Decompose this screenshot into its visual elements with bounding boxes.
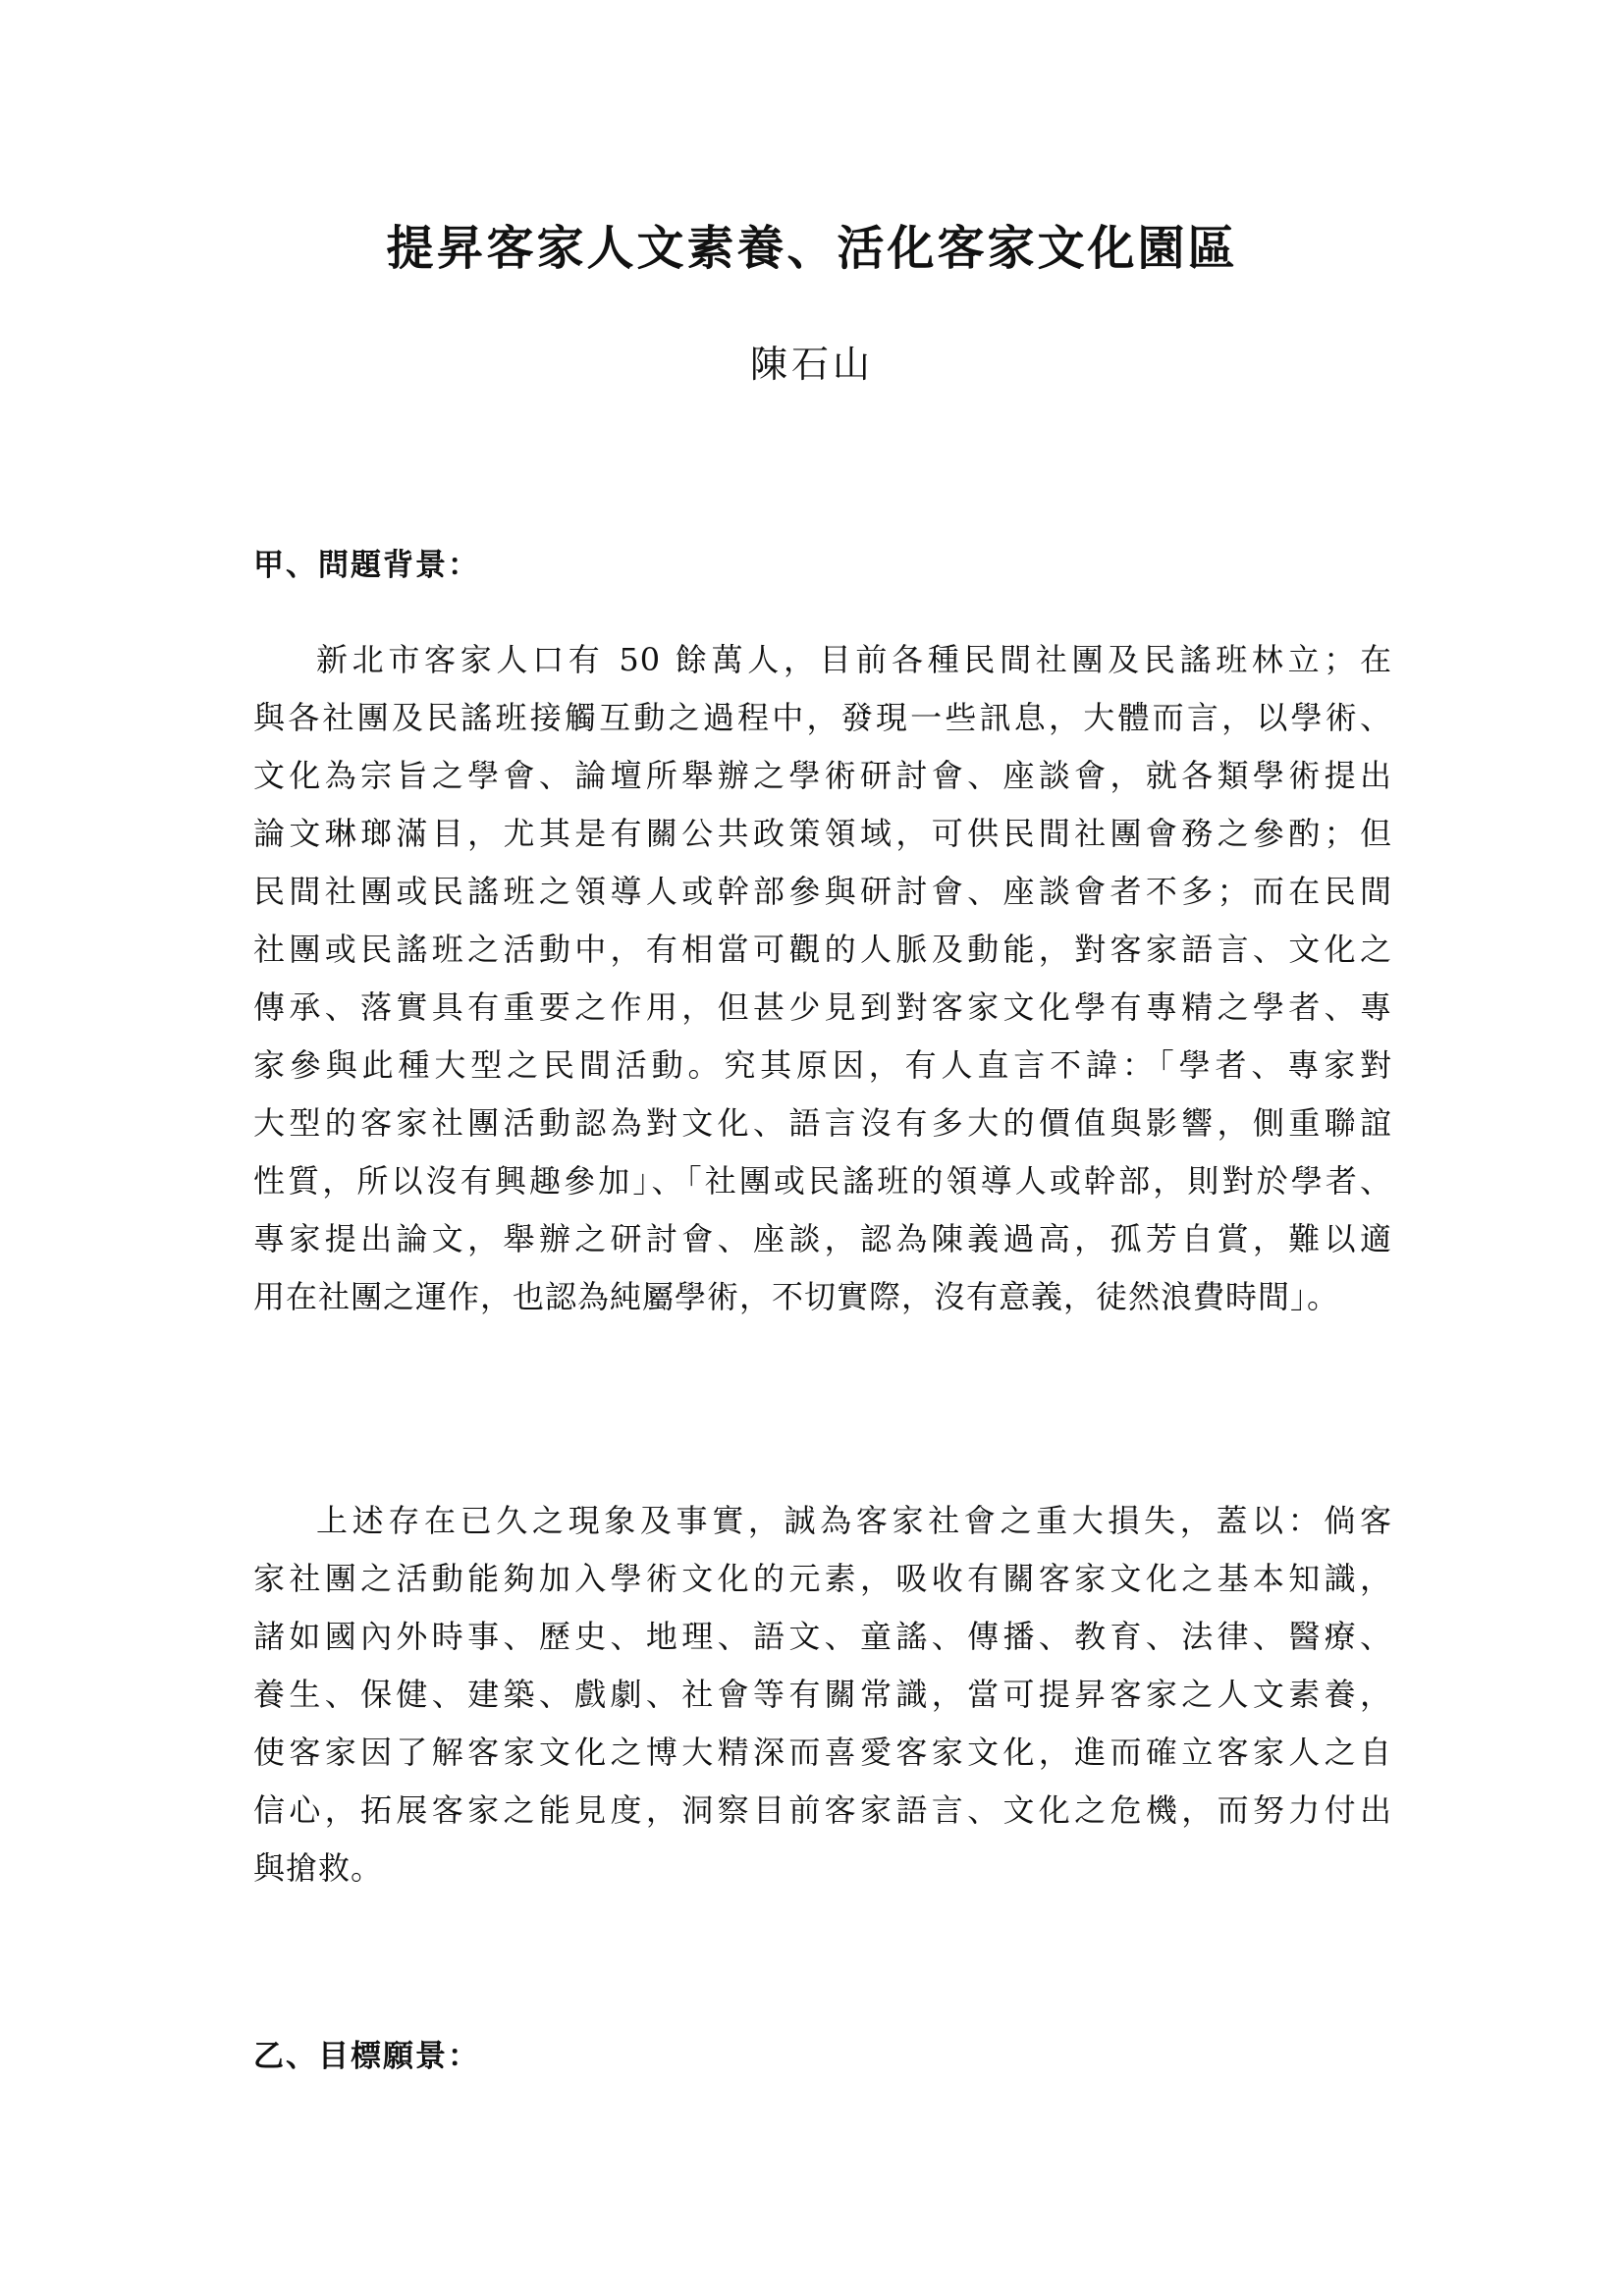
text-line: 專家提出論文，舉辦之研討會、座談，認為陳義過高，孤芳自賞，難以適 bbox=[253, 1220, 1392, 1257]
text-line: 與各社團及民謠班接觸互動之過程中，發現一些訊息，大體而言，以學術、 bbox=[253, 699, 1392, 736]
text-line: 文化為宗旨之學會、論壇所舉辦之學術研討會、座談會，就各類學術提出 bbox=[253, 757, 1392, 794]
text-line: 信心，拓展客家之能見度，洞察目前客家語言、文化之危機，而努力付出 bbox=[253, 1791, 1392, 1829]
text-line: 用在社團之運作，也認為純屬學術，不切實際，沒有意義，徒然浪費時間」。 bbox=[253, 1278, 1340, 1315]
text-line: 與搶救。 bbox=[253, 1849, 384, 1887]
section-heading-goals: 乙、目標願景： bbox=[253, 2039, 480, 2074]
text-line: 民間社團或民謠班之領導人或幹部參與研討會、座談會者不多；而在民間 bbox=[253, 873, 1392, 910]
text-line: 性質，所以沒有興趣參加」、「社團或民謠班的領導人或幹部，則對於學者、 bbox=[253, 1162, 1392, 1200]
text-line: 大型的客家社團活動認為對文化、語言沒有多大的價值與影響，側重聯誼 bbox=[253, 1104, 1392, 1142]
text-line: 養生、保健、建築、戲劇、社會等有關常識，當可提昇客家之人文素養， bbox=[253, 1676, 1392, 1713]
paragraph-background-2 bbox=[253, 1497, 1392, 1902]
text-line: 論文琳瑯滿目，尤其是有關公共政策領域，可供民間社團會務之參酌；但 bbox=[253, 815, 1392, 852]
text-line: 上述存在已久之現象及事實，誠為客家社會之重大損失，蓋以：倘客 bbox=[316, 1502, 1392, 1539]
section-heading-background: 甲、問題背景： bbox=[253, 548, 480, 583]
text-line: 社團或民謠班之活動中，有相當可觀的人脈及動能，對客家語言、文化之 bbox=[253, 931, 1392, 968]
text-line: 新北市客家人口有 50 餘萬人，目前各種民間社團及民謠班林立；在 bbox=[316, 641, 1392, 678]
paragraph-background-1 bbox=[253, 636, 1392, 1331]
author-name: 陳石山 bbox=[749, 343, 874, 386]
text-line: 使客家因了解客家文化之博大精深而喜愛客家文化，進而確立客家人之自 bbox=[253, 1734, 1392, 1771]
document-title: 提昇客家人文素養、活化客家文化園區 bbox=[386, 221, 1238, 276]
text-line: 諸如國內外時事、歷史、地理、語文、童謠、傳播、教育、法律、醫療、 bbox=[253, 1618, 1392, 1655]
text-line: 傳承、落實具有重要之作用，但甚少見到對客家文化學有專精之學者、專 bbox=[253, 988, 1392, 1026]
text-line: 家參與此種大型之民間活動。究其原因，有人直言不諱：「學者、專家對 bbox=[253, 1046, 1392, 1084]
text-line: 家社團之活動能夠加入學術文化的元素，吸收有關客家文化之基本知識， bbox=[253, 1560, 1392, 1597]
